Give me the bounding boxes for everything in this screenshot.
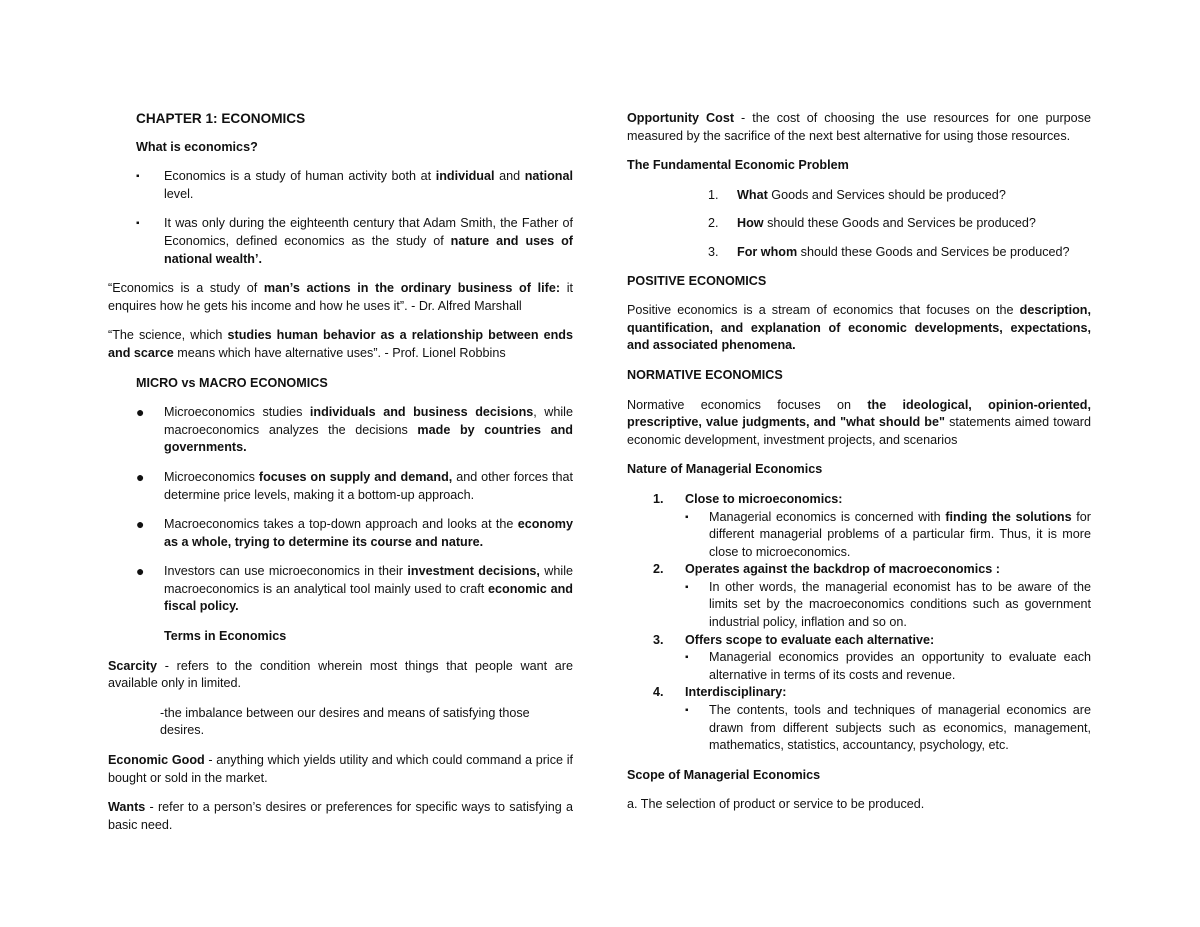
list-item: ● Macroeconomics takes a top-down approach and looks at the economy as a whole, trying to determine its course and nature. xyxy=(136,516,573,549)
nature-list xyxy=(627,491,1091,755)
right-column xyxy=(627,110,1091,814)
round-bullet-icon: ● xyxy=(136,404,145,421)
economic-good-definition: Economic Good - anything which yields utility and which could command a price if bought or sold in the market. xyxy=(108,753,574,785)
fundamental-problem-list xyxy=(627,187,1091,262)
list-item: ● Microeconomics studies individuals and business decisions, while macroeconomics analyzes the decisions made by countries and governments. xyxy=(136,404,573,455)
round-bullet-icon: ● xyxy=(136,468,145,485)
square-bullet-icon: ▪ xyxy=(136,171,140,183)
left-column xyxy=(108,110,573,846)
list-item: 1. What Goods and Services should be produced? xyxy=(708,187,1006,202)
scope-item-a: a. The selection of product or service to be produced. xyxy=(627,797,925,812)
list-item: 2. Operates against the backdrop of macroeconomics : ▪ In other words, the managerial economist has to be aware of the limits set by the macroeconomics conditions such as government industrial policy, inflation and so on. xyxy=(627,561,1091,631)
positive-economics-heading: POSITIVE ECONOMICS xyxy=(627,273,767,288)
square-bullet-icon: ▪ xyxy=(685,705,689,717)
scarcity-definition: Scarcity - refers to the condition wherein most things that people want are available only in limited. xyxy=(108,658,573,691)
nature-heading: Nature of Managerial Economics xyxy=(627,462,823,477)
micro-macro-heading: MICRO vs MACRO ECONOMICS xyxy=(136,375,328,390)
terms-heading: Terms in Economics xyxy=(164,629,287,644)
normative-economics-text: Normative economics focuses on the ideological, opinion-oriented, prescriptive, value judgments, and "what should be" statements aimed toward economic development, investment projects, and scenarios xyxy=(627,397,1091,447)
square-bullet-icon: ▪ xyxy=(136,218,140,230)
list-item: ▪ Economics is a study of human activity both at individual and national level. xyxy=(136,169,573,201)
list-item: 1. Close to microeconomics: ▪ Managerial economics is concerned with finding the solutions for different managerial problems of a particular firm. Thus, it is more close to microeconomics. xyxy=(627,491,1091,561)
round-bullet-icon: ● xyxy=(136,563,145,580)
normative-economics-heading: NORMATIVE ECONOMICS xyxy=(627,367,783,382)
list-item: ▪ It was only during the eighteenth century that Adam Smith, the Father of Economics, defined economics as the study of nature and uses of national wealth’. xyxy=(136,216,573,266)
list-item: 3. Offers scope to evaluate each alternative: ▪ Managerial economics provides an opportunity to evaluate each alternative in terms of its costs and revenue. xyxy=(627,632,1091,685)
list-item: 3. For whom should these Goods and Services be produced? xyxy=(708,244,1070,259)
list-item: 2. How should these Goods and Services be produced? xyxy=(708,216,1036,231)
micro-macro-list xyxy=(136,404,573,616)
robbins-quote: “The science, which studies human behavior as a relationship between ends and scarce means which have alternative uses”. - Prof. Lionel Robbins xyxy=(108,328,573,360)
wants-definition: Wants - refer to a person’s desires or preferences for specific ways to satisfying a basic need. xyxy=(108,800,573,832)
square-bullet-icon: ▪ xyxy=(685,652,689,664)
definition-list xyxy=(136,168,573,268)
list-item: ▪ The contents, tools and techniques of managerial economics are drawn from different subjects such as economics, management, mathematics, statistics, accountancy, psychology, etc. xyxy=(685,703,1091,753)
list-item: ▪ Managerial economics provides an opportunity to evaluate each alternative in terms of its costs and revenue. xyxy=(685,650,1091,682)
list-item: 4. Interdisciplinary: ▪ The contents, tools and techniques of managerial economics are drawn from different subjects such as economics, management, mathematics, statistics, accountancy, psychology, etc. xyxy=(627,684,1091,754)
list-item: ▪ In other words, the managerial economist has to be aware of the limits set by the macroeconomics conditions such as government industrial policy, inflation and so on. xyxy=(685,579,1091,630)
square-bullet-icon: ▪ xyxy=(685,581,689,593)
round-bullet-icon: ● xyxy=(136,516,145,533)
what-is-economics-heading: What is economics? xyxy=(136,139,258,154)
list-item: ● Microeconomics focuses on supply and demand, and other forces that determine price levels, making it a bottom-up approach. xyxy=(136,468,573,502)
fundamental-problem-heading: The Fundamental Economic Problem xyxy=(627,158,849,173)
marshall-quote: “Economics is a study of man’s actions in the ordinary business of life: it enquires how he gets his income and how he uses it”. - Dr. Alfred Marshall xyxy=(108,281,573,313)
list-item: ● Investors can use microeconomics in their investment decisions, while macroeconomics is an analytical tool mainly used to craft economic and fiscal policy. xyxy=(136,563,573,614)
square-bullet-icon: ▪ xyxy=(685,511,689,523)
scarcity-sub-definition: -the imbalance between our desires and means of satisfying those desires. xyxy=(160,705,530,738)
opportunity-cost-definition: Opportunity Cost - the cost of choosing the use resources for one purpose measured by the sacrifice of the next best alternative for using those resources. xyxy=(627,111,1091,143)
scope-heading: Scope of Managerial Economics xyxy=(627,767,821,782)
positive-economics-text: Positive economics is a stream of economics that focuses on the description, quantification, and explanation of economic developments, expectations, and associated phenomena. xyxy=(627,303,1091,353)
list-item: ▪ Managerial economics is concerned with finding the solutions for different managerial problems of a particular firm. Thus, it is more close to microeconomics. xyxy=(685,509,1091,559)
chapter-title: CHAPTER 1: ECONOMICS xyxy=(136,111,306,126)
